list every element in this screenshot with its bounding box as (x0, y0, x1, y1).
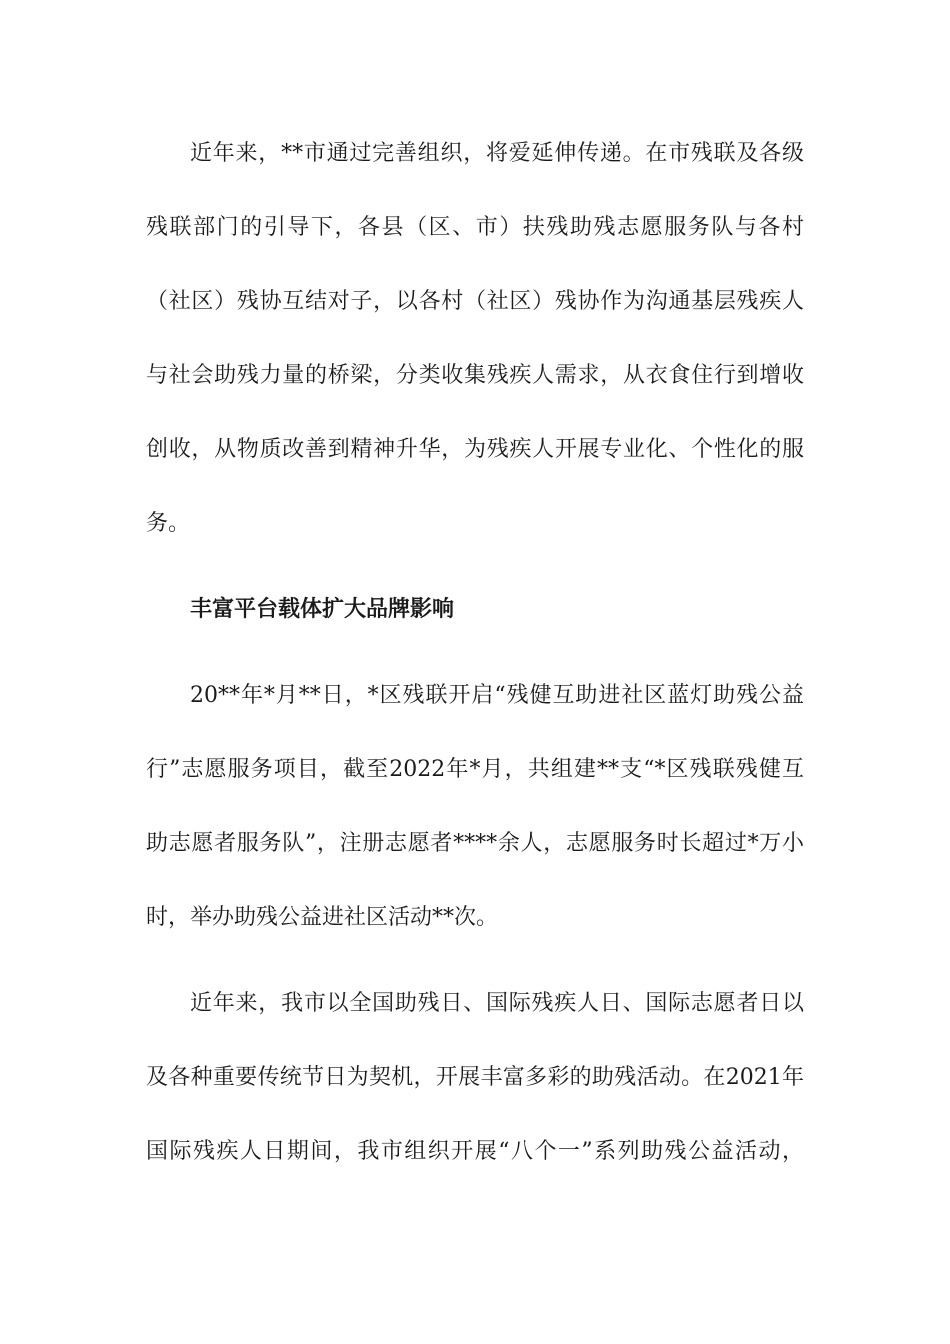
text: 行”志愿服务项目，截至2022年*月，共组建**支“*区残联残健互 (146, 757, 804, 782)
text: 近年来，我市以全国助残日、国际残疾人日、国际志愿者日以 (190, 991, 804, 1016)
text: 残联部门的引导下，各县（区、市）扶残助残志愿服务队与各村 (146, 215, 804, 240)
paragraph-1-line-1 (0, 134, 950, 174)
paragraph-2-line-4 (0, 898, 950, 938)
paragraph-2-line-3 (0, 824, 950, 864)
text: （社区）残协互结对子，以各村（社区）残协作为沟通基层残疾人 (146, 289, 804, 314)
paragraph-1-line-6 (0, 504, 950, 544)
paragraph-2-line-2 (0, 750, 950, 790)
text: 务。 (146, 511, 191, 536)
paragraph-2-line-1 (0, 676, 950, 716)
paragraph-3-line-3 (0, 1132, 950, 1172)
paragraph-1-line-5 (0, 430, 950, 470)
paragraph-1-line-3 (0, 282, 950, 322)
paragraph-3-line-1 (0, 984, 950, 1024)
text: 20**年*月**日，*区残联开启“残健互助进社区蓝灯助残公益 (190, 683, 804, 708)
heading-text: 丰富平台载体扩大品牌影响 (190, 597, 455, 622)
text: 与社会助残力量的桥梁，分类收集残疾人需求，从衣食住行到增收 (146, 363, 804, 388)
text: 时，举办助残公益进社区活动**次。 (146, 905, 499, 930)
paragraph-3-line-2 (0, 1058, 950, 1098)
section-heading (0, 590, 950, 630)
text: 创收，从物质改善到精神升华，为残疾人开展专业化、个性化的服 (146, 437, 804, 462)
text: 近年来，**市通过完善组织，将爱延伸传递。在市残联及各级 (190, 141, 804, 166)
paragraph-1-line-4 (0, 356, 950, 396)
text: 及各种重要传统节日为契机，开展丰富多彩的助残活动。在2021年 (146, 1065, 804, 1090)
text: 国际残疾人日期间，我市组织开展“八个一”系列助残公益活动， (146, 1139, 804, 1164)
text: 助志愿者服务队”，注册志愿者****余人，志愿服务时长超过*万小 (146, 831, 804, 856)
paragraph-1-line-2 (0, 208, 950, 248)
